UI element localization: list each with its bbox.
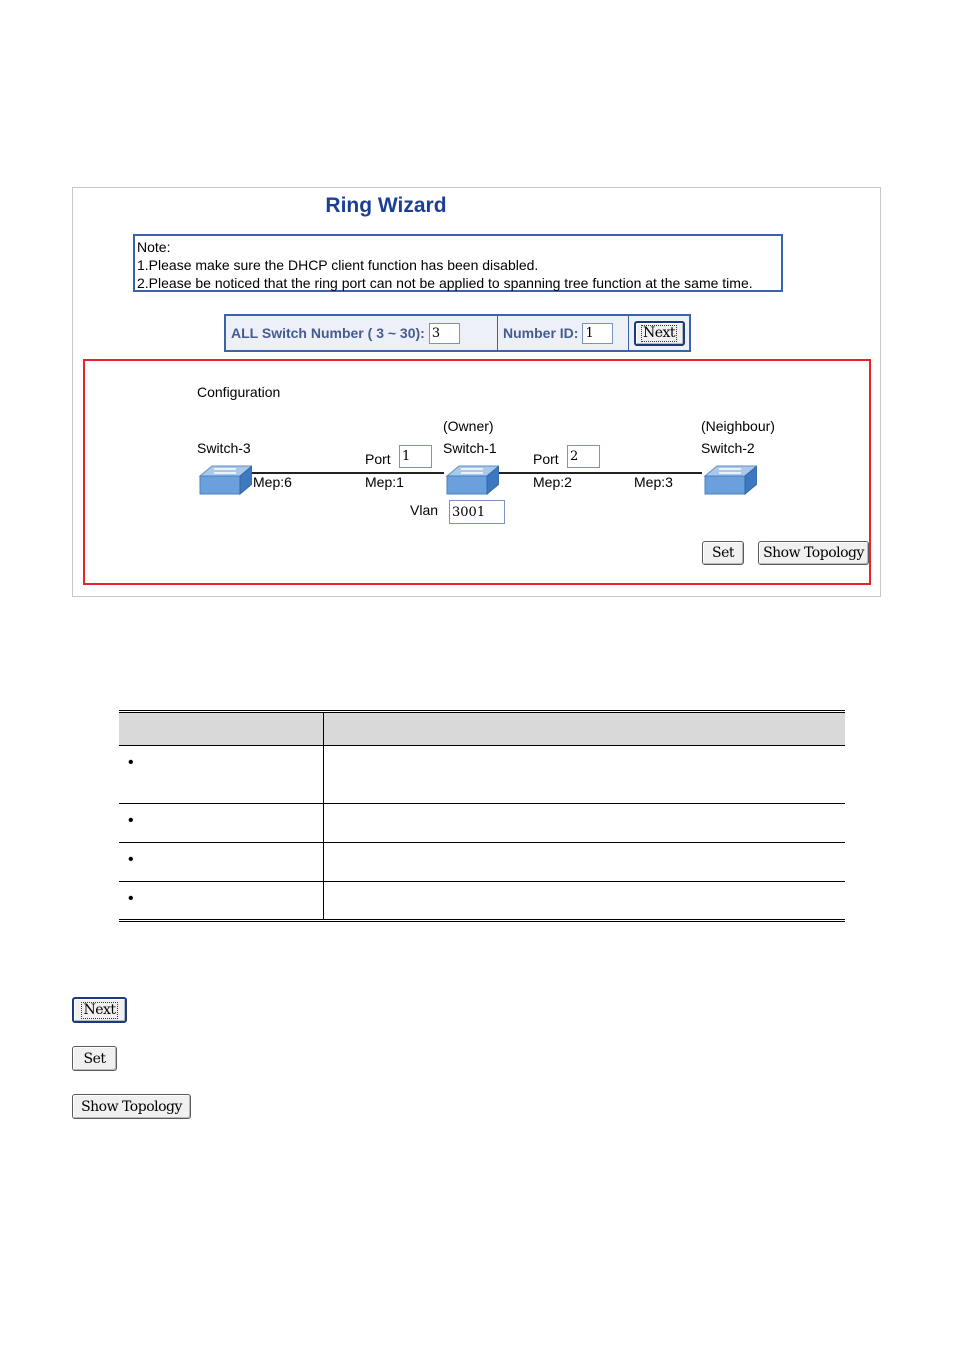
table-cell-description — [324, 746, 846, 804]
bullet: • — [128, 890, 134, 907]
port-left-label: Port — [365, 451, 391, 467]
table-row — [119, 882, 845, 921]
switch-number-label: ALL Switch Number ( 3 ~ 30): — [231, 325, 425, 341]
mep-1-label: Mep:1 — [365, 474, 404, 490]
show-topology-button-standalone[interactable]: Show Topology — [72, 1094, 191, 1119]
description-table — [119, 710, 845, 922]
next-button-standalone[interactable] — [72, 997, 127, 1023]
mep-2-label: Mep:2 — [533, 474, 572, 490]
next-button[interactable] — [634, 321, 685, 346]
table-cell-object — [119, 804, 324, 843]
link-line-left — [252, 472, 444, 474]
switch-2-label: Switch-2 — [701, 440, 755, 456]
next-cell — [629, 321, 689, 346]
vlan-input[interactable] — [449, 500, 505, 524]
note-line-1: 1.Please make sure the DHCP client function has been disabled. — [137, 257, 539, 273]
note-line-2: 2.Please be noticed that the ring port can not be applied to spanning tree function at the same time. — [137, 275, 753, 291]
table-cell-description — [324, 843, 846, 882]
bullet: • — [128, 754, 134, 771]
number-id-label: Number ID: — [503, 325, 579, 341]
table-row — [119, 746, 845, 804]
switch-2-role: (Neighbour) — [701, 418, 775, 434]
switch-number-input[interactable] — [429, 323, 460, 344]
table-header-row — [119, 712, 845, 746]
set-button[interactable]: Set — [702, 541, 744, 565]
table-cell-description — [324, 804, 846, 843]
table-cell-object — [119, 882, 324, 921]
switch-2-icon — [701, 464, 757, 496]
number-id-cell — [498, 316, 629, 350]
port-left-input[interactable] — [399, 445, 432, 468]
table-row — [119, 804, 845, 843]
bullet: • — [128, 812, 134, 829]
switch-1-icon — [443, 464, 499, 496]
switch-1-role: (Owner) — [443, 418, 494, 434]
table-cell-object — [119, 843, 324, 882]
switch-number-bar — [224, 314, 691, 352]
mep-3-label: Mep:3 — [634, 474, 673, 490]
switch-3-icon — [196, 464, 252, 496]
table-cell-object — [119, 746, 324, 804]
next-button-standalone-label: Next — [83, 1001, 116, 1018]
table-row — [119, 843, 845, 882]
table-cell-description — [324, 882, 846, 921]
set-button-standalone[interactable]: Set — [72, 1046, 117, 1071]
table-header-object — [119, 712, 324, 746]
vlan-label: Vlan — [410, 502, 439, 518]
port-right-label: Port — [533, 451, 559, 467]
note-box — [133, 234, 783, 292]
switch-3-label: Switch-3 — [197, 440, 251, 456]
table-header-description — [324, 712, 846, 746]
show-topology-button[interactable]: Show Topology — [758, 541, 869, 565]
port-right-input[interactable] — [567, 445, 600, 468]
note-heading: Note: — [137, 239, 171, 255]
switch-3-mep: Mep:6 — [253, 474, 292, 490]
switch-1-label: Switch-1 — [443, 440, 497, 456]
bullet: • — [128, 851, 134, 868]
next-button-label: Next — [642, 324, 676, 341]
switch-number-cell — [226, 316, 498, 350]
wizard-title: Ring Wizard — [325, 194, 447, 217]
configuration-title: Configuration — [197, 384, 281, 400]
number-id-input[interactable] — [582, 323, 613, 344]
